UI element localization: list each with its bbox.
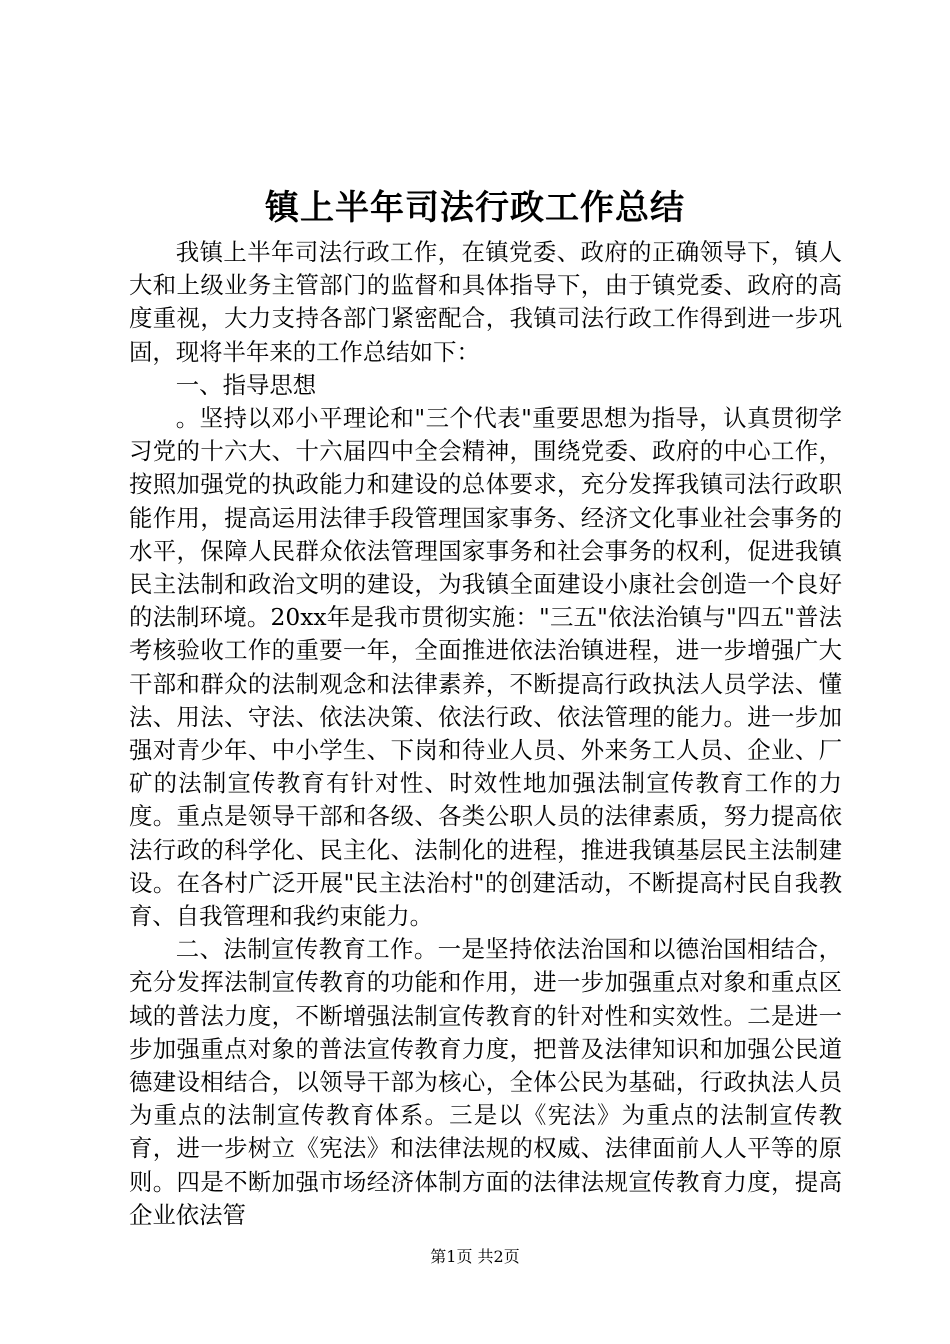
paragraph-legal-publicity: 二、法制宣传教育工作。一是坚持依法治国和以德治国相结合，充分发挥法制宣传教育的功能和作用，进一步加强重点对象和重点区域的普法力度，不断增强法制宣传教育的针对性和实效性。二是进一步加强重点对象的普法宣传教育力度，把普及法律知识和加强公民道德建设相结合，以领导干部为核心，全体公民为基础，行政执法人员为重点的法制宣传教育体系。三是以《宪法》为重点的法制宣传教育，进一步树立《宪法》和法律法规的权威、法律面前人人平等的原则。四是不断加强市场经济体制方面的法律法规宣传教育力度，提高企业依法管: [129, 935, 842, 1229]
paragraph-intro: 我镇上半年司法行政工作，在镇党委、政府的正确领导下，镇人大和上级业务主管部门的监督和具体指导下，由于镇党委、政府的高度重视，大力支持各部门紧密配合，我镇司法行政工作得到进一步巩固，现将半年来的工作总结如下：: [129, 238, 842, 366]
page-number-footer: 第1页 共2页: [430, 1247, 520, 1266]
document-title: 镇上半年司法行政工作总结: [265, 188, 685, 228]
document-body: [129, 236, 842, 1232]
section-heading-guiding-thought: 一、指导思想: [175, 370, 317, 399]
paragraph-guiding-thought: 。坚持以邓小平理论和"三个代表"重要思想为指导，认真贯彻学习党的十六大、十六届四中全会精神，围绕党委、政府的中心工作，按照加强党的执政能力和建设的总体要求，充分发挥我镇司法行政职能作用，提高运用法律手段管理国家事务、经济文化事业社会事务的水平，保障人民群众依法管理国家事务和社会事务的权利，促进我镇民主法制和政治文明的建设，为我镇全面建设小康社会创造一个良好的法制环境。20xx年是我市贯彻实施："三五"依法治镇与"四五"普法考核验收工作的重要一年，全面推进依法治镇进程，进一步增强广大干部和群众的法制观念和法律素养，不断提高行政执法人员学法、懂法、用法、守法、依法决策、依法行政、依法管理的能力。进一步加强对青少年、中小学生、下岗和待业人员、外来务工人员、企业、厂矿的法制宣传教育有针对性、时效性地加强法制宣传教育工作的力度。重点是领导干部和各级、各类公职人员的法律素质，努力提高依法行政的科学化、民主化、法制化的进程，推进我镇基层民主法制建设。在各村广泛开展"民主法治村"的创建活动，不断提高村民自我教育、自我管理和我约束能力。: [129, 404, 842, 931]
